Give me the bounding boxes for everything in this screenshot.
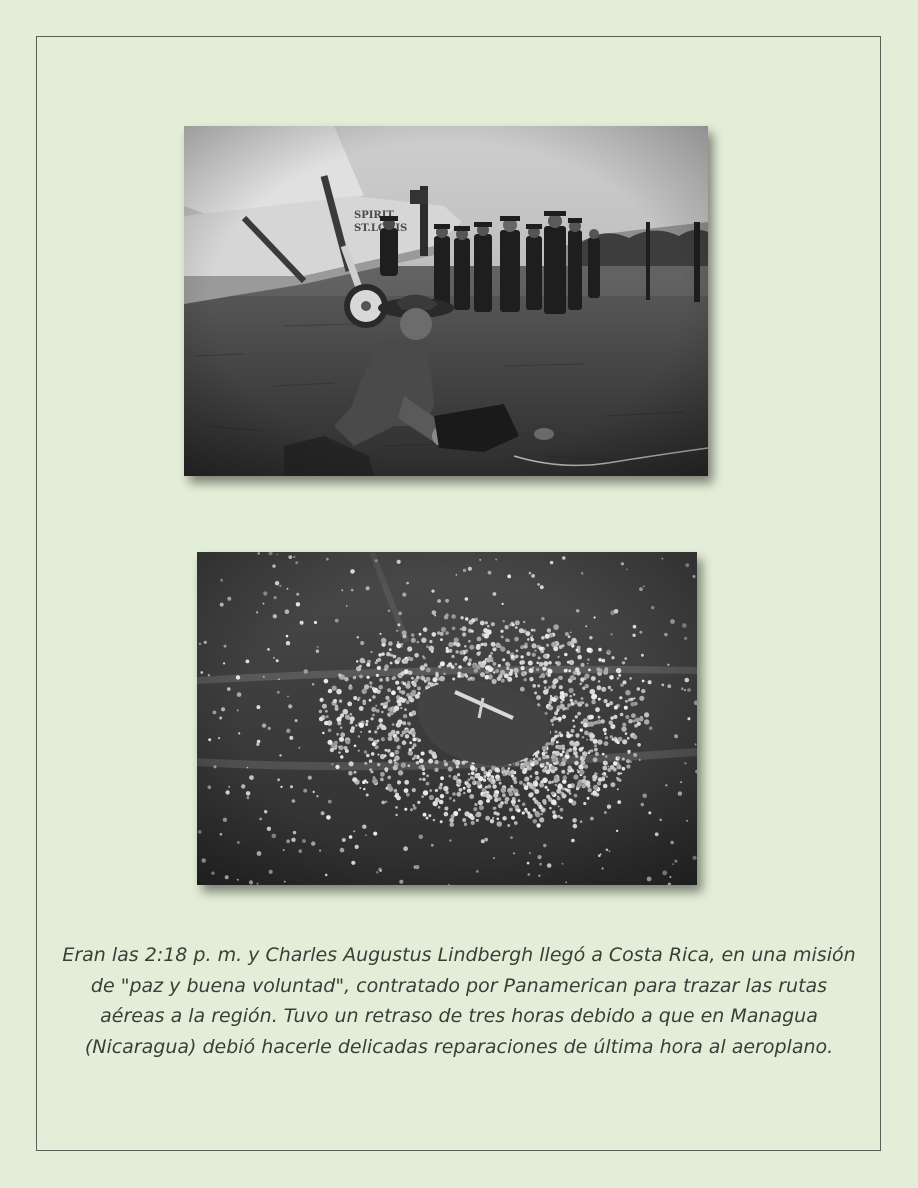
photo-airplane-crowd: [184, 126, 708, 476]
photo-airplane-crowd-image: [184, 126, 708, 476]
photo-caption: Eran las 2:18 p. m. y Charles Augustus Lindbergh llegó a Costa Rica, en una misión de "paz y buena voluntad", contratado por Panamerican para trazar las rutas aéreas a la región. Tuvo un retraso de tres horas debido a que en Managua (Nicaragua) debió hacerle delicadas reparaciones de última hora al aeroplano.: [62, 944, 856, 1058]
photo-aerial-crowd: [197, 552, 697, 885]
photo-aerial-crowd-image: [197, 552, 697, 885]
